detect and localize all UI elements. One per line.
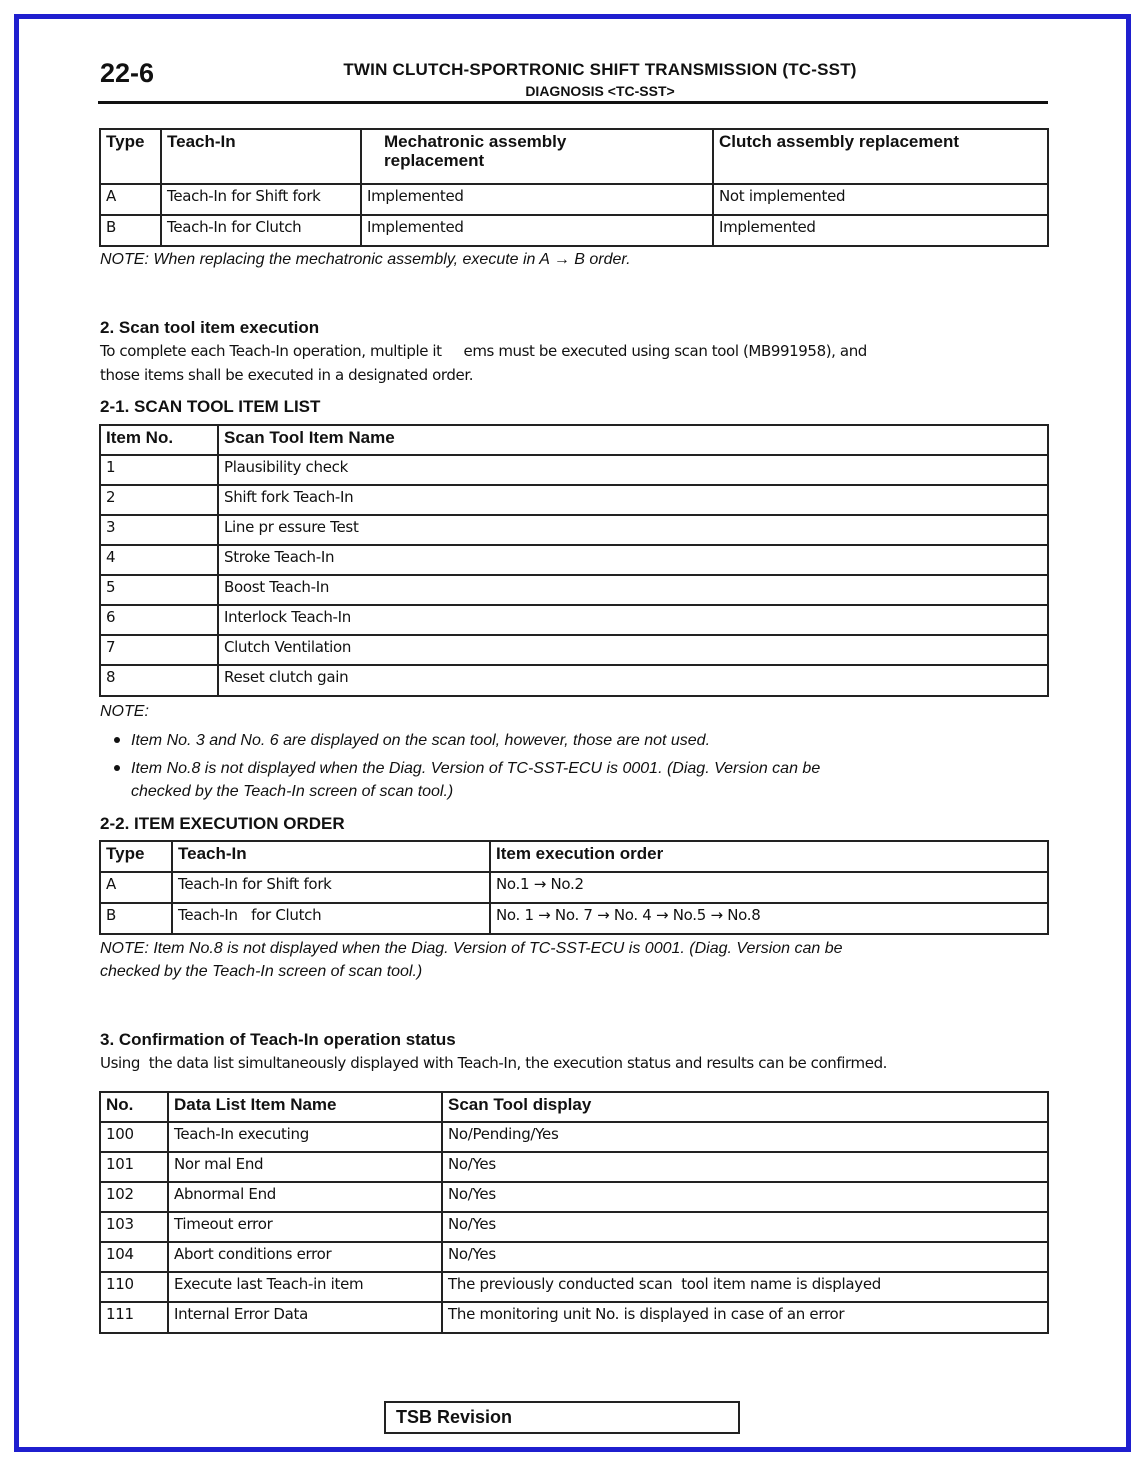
note-diag-version-line-1: NOTE: Item No.8 is not displayed when the Diag. Version of TC-SST-ECU is 0001. (Diag. Version can be	[100, 940, 843, 957]
bullet-icon	[114, 765, 120, 771]
header-divider	[98, 101, 1048, 104]
section-3-title: 3. Confirmation of Teach-In operation status	[100, 1030, 456, 1049]
table-cell: Implemented	[361, 215, 713, 246]
table-cell: Teach-In for Clutch	[161, 215, 361, 246]
note-replacement-order: NOTE: When replacing the mechatronic assembly, execute in A → B order.	[100, 251, 631, 268]
table-cell: 3	[100, 515, 218, 545]
table-cell: The previously conducted scan tool item name is displayed	[442, 1272, 1048, 1302]
section-2-text-line-2: those items shall be executed in a designated order.	[100, 366, 474, 384]
table-cell: 100	[100, 1122, 168, 1152]
teach-in-table	[99, 128, 1049, 247]
column-header: Teach-In	[172, 841, 490, 872]
table-cell: 8	[100, 665, 218, 696]
note-label: NOTE:	[100, 703, 149, 720]
table-row	[100, 665, 1048, 696]
note-diag-version-line-2: checked by the Teach-In screen of scan tool.)	[100, 963, 423, 980]
table-cell: Stroke Teach-In	[218, 545, 1048, 575]
table-cell: Teach-In executing	[168, 1122, 442, 1152]
table-cell: 4	[100, 545, 218, 575]
table-row	[100, 515, 1048, 545]
section-2-1-title: 2-1. SCAN TOOL ITEM LIST	[100, 397, 321, 416]
column-header: Data List Item Name	[168, 1092, 442, 1122]
table-row	[100, 872, 1048, 903]
table-cell: 6	[100, 605, 218, 635]
table-cell: B	[100, 903, 172, 934]
table-cell: No.1 → No.2	[490, 872, 1048, 903]
table-header-row	[100, 425, 1048, 455]
note-bullet-item	[131, 757, 820, 780]
table-row	[100, 605, 1048, 635]
table-row	[100, 635, 1048, 665]
table-cell: No. 1 → No. 7 → No. 4 → No.5 → No.8	[490, 903, 1048, 934]
note-bullet-item	[131, 729, 710, 752]
table-cell: 5	[100, 575, 218, 605]
column-header: Mechatronic assembly replacement	[361, 129, 713, 184]
section-2-text-line-1: To complete each Teach-In operation, multiple it ems must be executed using scan tool (MB991958), and	[100, 342, 867, 360]
table-row	[100, 903, 1048, 934]
table-row	[100, 1242, 1048, 1272]
table-cell: The monitoring unit No. is displayed in case of an error	[442, 1302, 1048, 1333]
table-cell: Teach-In for Shift fork	[172, 872, 490, 903]
table-cell: Boost Teach-In	[218, 575, 1048, 605]
table-row	[100, 545, 1048, 575]
column-header: Scan Tool Item Name	[218, 425, 1048, 455]
table-row	[100, 1152, 1048, 1182]
table-cell: No/Yes	[442, 1152, 1048, 1182]
header-title: TWIN CLUTCH-SPORTRONIC SHIFT TRANSMISSION (TC-SST)	[343, 60, 857, 79]
table-cell: Implemented	[713, 215, 1048, 246]
table-cell: Abnormal End	[168, 1182, 442, 1212]
table-cell: Execute last Teach-in item	[168, 1272, 442, 1302]
table-cell: No/Yes	[442, 1242, 1048, 1272]
table-row	[100, 215, 1048, 246]
column-header: Item execution order	[490, 841, 1048, 872]
section-3-text: Using the data list simultaneously displayed with Teach-In, the execution status and results can be confirmed.	[100, 1054, 888, 1072]
table-cell: 1	[100, 455, 218, 485]
column-header: No.	[100, 1092, 168, 1122]
table-cell: Nor mal End	[168, 1152, 442, 1182]
table-cell: Interlock Teach-In	[218, 605, 1048, 635]
header-subtitle: DIAGNOSIS <TC-SST>	[525, 83, 675, 99]
table-cell: 7	[100, 635, 218, 665]
table-cell: 2	[100, 485, 218, 515]
table-cell: No/Yes	[442, 1212, 1048, 1242]
table-cell: 111	[100, 1302, 168, 1333]
item-execution-order-table	[99, 840, 1049, 935]
column-header: Teach-In	[161, 129, 361, 184]
table-header-row	[100, 129, 1048, 184]
data-list-table	[99, 1091, 1049, 1334]
table-row	[100, 1182, 1048, 1212]
table-cell: Teach-In for Shift fork	[161, 184, 361, 215]
table-cell: Implemented	[361, 184, 713, 215]
table-cell: 102	[100, 1182, 168, 1212]
table-cell: No/Pending/Yes	[442, 1122, 1048, 1152]
table-cell: Line pr essure Test	[218, 515, 1048, 545]
table-cell: Internal Error Data	[168, 1302, 442, 1333]
table-row	[100, 1212, 1048, 1242]
table-header-row	[100, 1092, 1048, 1122]
table-cell: Timeout error	[168, 1212, 442, 1242]
table-cell: Clutch Ventilation	[218, 635, 1048, 665]
table-header-row	[100, 841, 1048, 872]
table-cell: 101	[100, 1152, 168, 1182]
page-number: 22-6	[100, 58, 155, 88]
column-header: Scan Tool display	[442, 1092, 1048, 1122]
bullet-text: Item No.8 is not displayed when the Diag. Version of TC-SST-ECU is 0001. (Diag. Version can be	[131, 760, 821, 777]
table-cell: Abort conditions error	[168, 1242, 442, 1272]
table-row	[100, 485, 1048, 515]
table-cell: Shift fork Teach-In	[218, 485, 1048, 515]
table-cell: 104	[100, 1242, 168, 1272]
table-cell: Plausibility check	[218, 455, 1048, 485]
column-header: Type	[100, 129, 161, 184]
table-cell: 103	[100, 1212, 168, 1242]
table-row	[100, 1122, 1048, 1152]
table-row	[100, 455, 1048, 485]
table-row	[100, 575, 1048, 605]
table-row	[100, 1302, 1048, 1333]
table-cell: Not implemented	[713, 184, 1048, 215]
column-header: Type	[100, 841, 172, 872]
section-2-2-title: 2-2. ITEM EXECUTION ORDER	[100, 814, 345, 833]
table-cell: No/Yes	[442, 1182, 1048, 1212]
bullet-text: Item No. 3 and No. 6 are displayed on the scan tool, however, those are not used.	[131, 732, 711, 749]
table-cell: A	[100, 184, 161, 215]
table-cell: Teach-In for Clutch	[172, 903, 490, 934]
tsb-revision-box: TSB Revision	[384, 1401, 740, 1434]
scan-tool-item-table	[99, 424, 1049, 697]
section-2-title: 2. Scan tool item execution	[100, 318, 320, 337]
table-cell: 110	[100, 1272, 168, 1302]
table-row	[100, 1272, 1048, 1302]
column-header: Clutch assembly replacement	[713, 129, 1048, 184]
table-cell: B	[100, 215, 161, 246]
note-bullet-continuation: checked by the Teach-In screen of scan tool.)	[131, 783, 454, 800]
column-header: Item No.	[100, 425, 218, 455]
table-row	[100, 184, 1048, 215]
table-cell: A	[100, 872, 172, 903]
bullet-icon	[114, 737, 120, 743]
table-cell: Reset clutch gain	[218, 665, 1048, 696]
